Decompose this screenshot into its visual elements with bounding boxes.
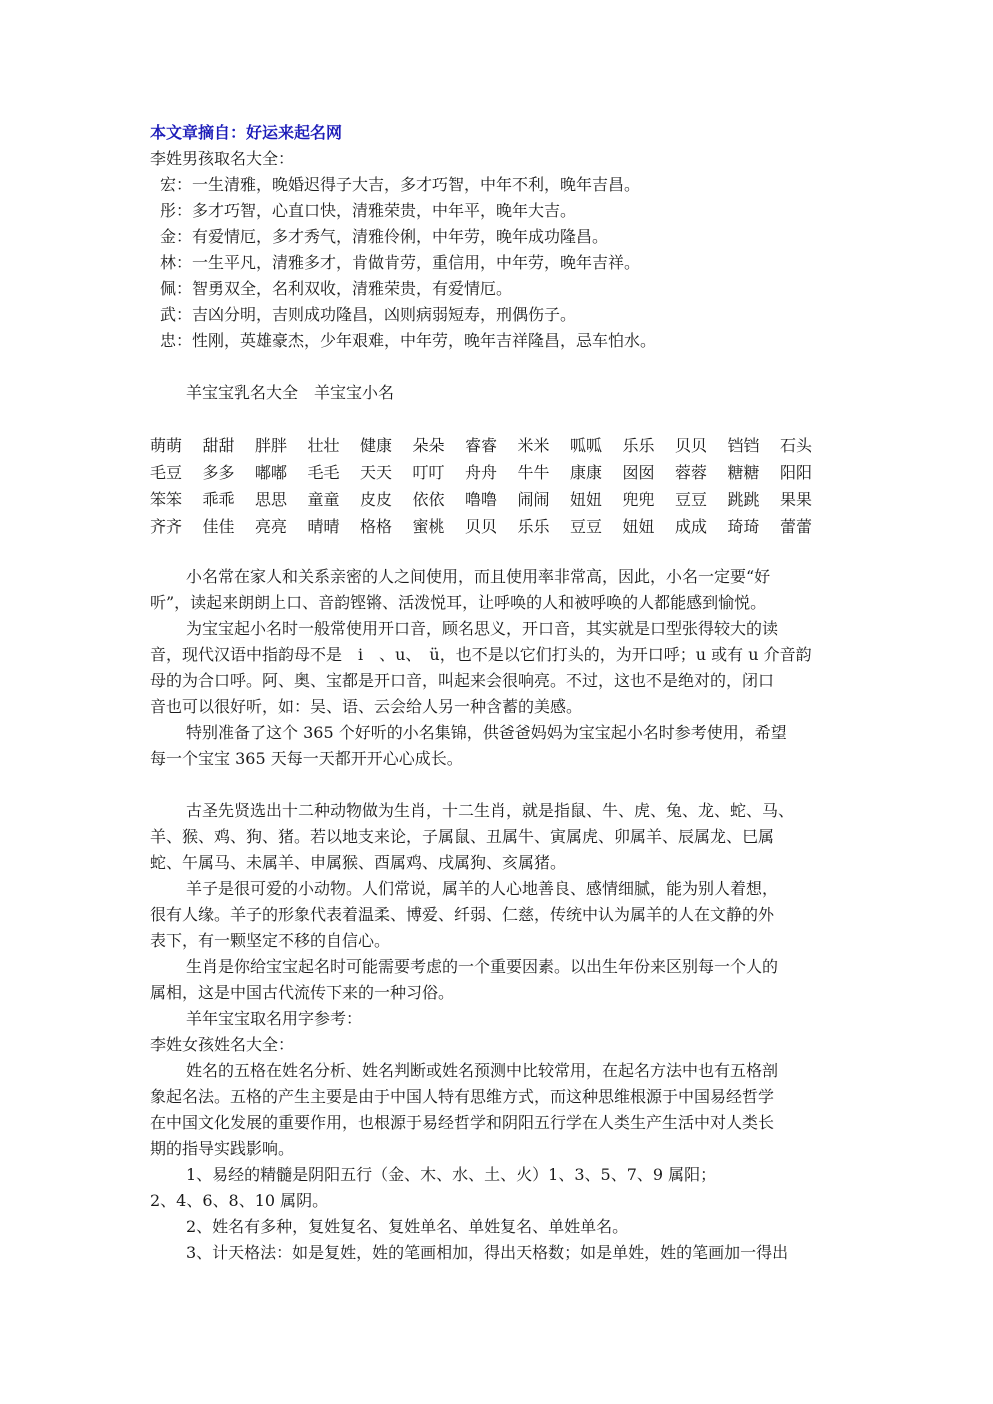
nickname-cell: 嘟嘟 [255, 463, 288, 482]
nickname-cell: 蓉蓉 [675, 463, 708, 482]
nickname-cell: 果果 [780, 490, 813, 509]
nickname-cell: 糖糖 [727, 463, 760, 482]
paragraph-line: 母的为合口呼。阿、奥、宝都是开口音，叫起来会很响亮。不过，这也不是绝对的，闭口 [150, 671, 775, 690]
nickname-cell: 毛毛 [307, 463, 340, 482]
nickname-cell: 童童 [307, 490, 340, 509]
nickname-cell: 豆豆 [570, 517, 603, 536]
paragraph-line: 听”，读起来朗朗上口、音韵铿锵、活泼悦耳，让呼唤的人和被呼唤的人都能感到愉悦。 [150, 593, 767, 612]
paragraph-line: 蛇、午属马、未属羊、申属猴、酉属鸡、戌属狗、亥属猪。 [150, 853, 567, 872]
paragraph-line: 古圣先贤选出十二种动物做为生肖，十二生肖，就是指鼠、牛、虎、兔、龙、蛇、马、 [186, 801, 795, 820]
paragraph-line: 每一个宝宝 365 天每一天都开开心心成长。 [150, 749, 463, 768]
paragraph-line: 特别准备了这个 365 个好听的小名集锦，供爸爸妈妈为宝宝起小名时参考使用，希望 [186, 723, 787, 742]
nickname-cell: 豆豆 [675, 490, 708, 509]
nickname-cell: 米米 [517, 436, 550, 455]
nickname-cell: 健康 [360, 436, 393, 455]
nickname-row [150, 513, 833, 540]
nickname-cell: 甜甜 [202, 436, 235, 455]
nickname-cell: 朵朵 [412, 436, 445, 455]
nickname-row [150, 459, 833, 486]
nickname-cell: 铛铛 [727, 436, 760, 455]
nickname-cell: 囡囡 [622, 463, 655, 482]
nickname-cell: 晴晴 [307, 517, 340, 536]
nickname-cell: 阳阳 [780, 463, 813, 482]
nickname-cell: 蕾蕾 [780, 517, 813, 536]
nickname-cell: 呱呱 [570, 436, 603, 455]
list-item: 2、姓名有多种，复姓复名、复姓单名、单姓复名、单姓单名。 [186, 1217, 629, 1236]
nickname-cell: 佳佳 [202, 517, 235, 536]
boy-name-entry: 彤：多才巧智，心直口快，清雅荣贵，中年平，晚年大吉。 [160, 201, 577, 220]
nickname-row [150, 486, 833, 513]
nickname-grid [150, 432, 833, 540]
paragraph-line: 很有人缘。羊子的形象代表着温柔、博爱、纤弱、仁慈，传统中认为属羊的人在文静的外 [150, 905, 775, 924]
boy-name-entry: 佩：智勇双全，名利双收，清雅荣贵，有爱情厄。 [160, 279, 513, 298]
nickname-cell: 萌萌 [150, 436, 183, 455]
paragraph-line: 生肖是你给宝宝起名时可能需要考虑的一个重要因素。以出生年份来区别每一个人的 [186, 957, 779, 976]
nickname-cell: 蜜桃 [412, 517, 445, 536]
nickname-cell: 多多 [202, 463, 235, 482]
nickname-row [150, 432, 833, 459]
nickname-cell: 壮壮 [307, 436, 340, 455]
paragraph-line: 期的指导实践影响。 [150, 1139, 295, 1158]
nickname-cell: 乖乖 [202, 490, 235, 509]
reference-heading: 羊年宝宝取名用字参考： [186, 1009, 363, 1028]
nickname-heading: 羊宝宝乳名大全 羊宝宝小名 [186, 383, 395, 402]
list-item: 2、4、6、8、10 属阴。 [150, 1191, 329, 1210]
nickname-cell: 贝贝 [465, 517, 498, 536]
nickname-cell: 兜兜 [622, 490, 655, 509]
nickname-cell: 笨笨 [150, 490, 183, 509]
nickname-cell: 牛牛 [517, 463, 550, 482]
nickname-cell: 乐乐 [622, 436, 655, 455]
nickname-cell: 妞妞 [622, 517, 655, 536]
nickname-cell: 叮叮 [412, 463, 445, 482]
nickname-cell: 琦琦 [727, 517, 760, 536]
paragraph-line: 属相，这是中国古代流传下来的一种习俗。 [150, 983, 455, 1002]
nickname-cell: 思思 [255, 490, 288, 509]
boy-names-heading: 李姓男孩取名大全： [150, 149, 295, 168]
nickname-cell: 贝贝 [675, 436, 708, 455]
list-item: 3、计天格法：如是复姓，姓的笔画相加，得出天格数；如是单姓，姓的笔画加一得出 [186, 1243, 789, 1262]
paragraph-line: 表下，有一颗坚定不移的自信心。 [150, 931, 391, 950]
nickname-cell: 妞妞 [570, 490, 603, 509]
nickname-cell: 跳跳 [727, 490, 760, 509]
nickname-cell: 石头 [780, 436, 813, 455]
paragraph-line: 姓名的五格在姓名分析、姓名判断或姓名预测中比较常用，在起名方法中也有五格剖 [186, 1061, 779, 1080]
paragraph-line: 音也可以很好听，如：吴、语、云会给人另一种含蓄的美感。 [150, 697, 583, 716]
nickname-cell: 睿睿 [465, 436, 498, 455]
paragraph-line: 羊、猴、鸡、狗、猪。若以地支来论，子属鼠、丑属牛、寅属虎、卯属羊、辰属龙、巳属 [150, 827, 775, 846]
nickname-cell: 亮亮 [255, 517, 288, 536]
boy-name-entry: 武：吉凶分明，吉则成功隆昌，凶则病弱短寿，刑偶伤子。 [160, 305, 577, 324]
boy-name-entry: 宏：一生清雅，晚婚迟得子大吉，多才巧智，中年不利，晚年吉昌。 [160, 175, 641, 194]
boy-name-entry: 忠：性刚，英雄豪杰，少年艰难，中年劳，晚年吉祥隆昌，忌车怕水。 [160, 331, 657, 350]
nickname-cell: 闹闹 [517, 490, 550, 509]
paragraph-line: 羊子是很可爱的小动物。人们常说，属羊的人心地善良、感情细腻，能为别人着想， [186, 879, 779, 898]
nickname-cell: 成成 [675, 517, 708, 536]
paragraph-line: 象起名法。五格的产生主要是由于中国人特有思维方式，而这种思维根源于中国易经哲学 [150, 1087, 775, 1106]
boy-name-entry: 金：有爱情厄，多才秀气，清雅伶俐，中年劳，晚年成功隆昌。 [160, 227, 609, 246]
nickname-cell: 康康 [570, 463, 603, 482]
nickname-cell: 依依 [412, 490, 445, 509]
list-item: 1、易经的精髓是阴阳五行（金、木、水、土、火）1、3、5、7、9 属阳； [186, 1165, 717, 1184]
nickname-cell: 毛豆 [150, 463, 183, 482]
paragraph-line: 为宝宝起小名时一般常使用开口音，顾名思义，开口音，其实就是口型张得较大的读 [186, 619, 779, 638]
nickname-cell: 皮皮 [360, 490, 393, 509]
paragraph-line: 在中国文化发展的重要作用，也根源于易经哲学和阴阳五行学在人类生产生活中对人类长 [150, 1113, 775, 1132]
boy-name-entry: 林：一生平凡，清雅多才，肯做肯劳，重信用，中年劳，晚年吉祥。 [160, 253, 641, 272]
nickname-cell: 天天 [360, 463, 393, 482]
nickname-cell: 噜噜 [465, 490, 498, 509]
paragraph-line: 音，现代汉语中指韵母不是 i 、u、 ü，也不是以它们打头的，为开口呼；u 或有 u 介音韵 [150, 645, 812, 664]
nickname-cell: 齐齐 [150, 517, 183, 536]
nickname-cell: 格格 [360, 517, 393, 536]
nickname-cell: 舟舟 [465, 463, 498, 482]
nickname-cell: 胖胖 [255, 436, 288, 455]
nickname-cell: 乐乐 [517, 517, 550, 536]
source-title: 本文章摘自：好运来起名网 [150, 123, 343, 142]
girl-names-heading: 李姓女孩姓名大全： [150, 1035, 295, 1054]
paragraph-line: 小名常在家人和关系亲密的人之间使用，而且使用率非常高，因此，小名一定要“好 [186, 567, 771, 586]
